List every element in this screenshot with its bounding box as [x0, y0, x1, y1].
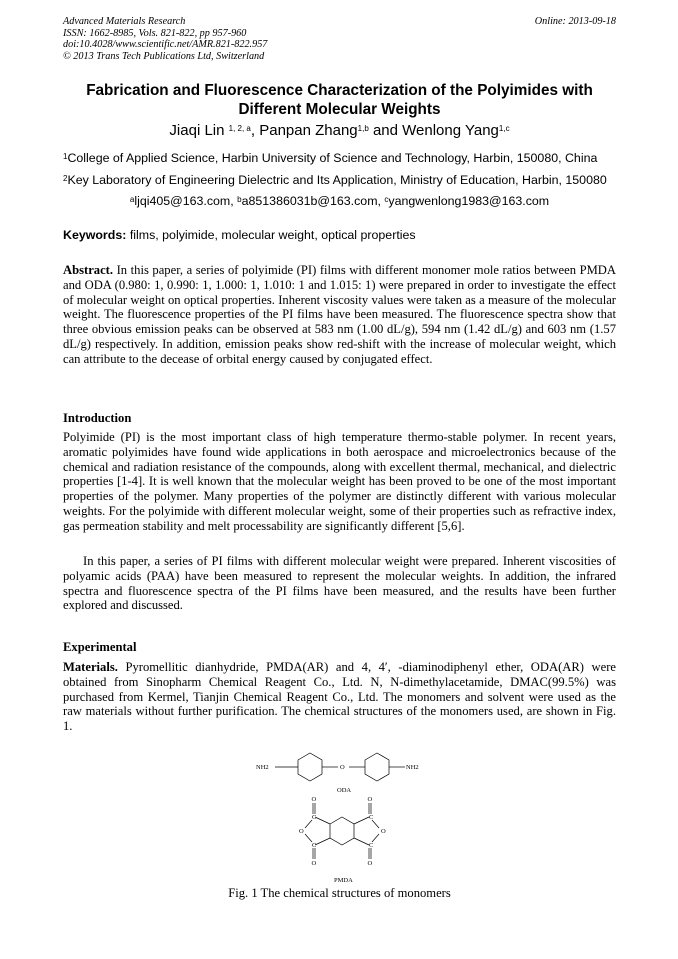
pmda-carbon: C	[312, 842, 317, 849]
intro-heading: Introduction	[63, 411, 132, 425]
monomer-structures-figure	[250, 742, 430, 887]
oda-right-amine: NH2	[406, 764, 419, 771]
oda-ether-oxygen: O	[340, 764, 345, 771]
abstract-text: In this paper, a series of polyimide (PI) films with different monomer mole ratios between PMDA and ODA (0.980: 1, 0.990: 1, 1.000: 1, 1.010: 1 and 1.015: 1) were prepared in order to investigate the effect of molecular weight on optical properties. Inherent viscosity values were taken as a measure of the molecular weight. The fluorescence properties of the PI films have been measured. The fluorescence spectra show that three obvious emission peaks can be observed at 583 nm (1.00 dL/g), 594 nm (1.42 dL/g) and 603 nm (1.57 dL/g) respectively. In addition, emission peaks show red-shift with the increase of molecular weight, which can attribute to the decease of orbital energy caused by conjugated effect.	[63, 263, 616, 366]
pmda-oxygen: O	[311, 796, 317, 803]
pmda-oxygen: O	[381, 828, 386, 835]
email-address: a851386031b@163.com,	[241, 194, 381, 208]
pmda-carbon: C	[312, 814, 317, 821]
affiliation-marker: 1	[63, 152, 68, 161]
pmda-benzene-ring	[330, 817, 354, 845]
materials-paragraph	[63, 660, 616, 734]
pmda-label: PMDA	[334, 877, 353, 884]
copyright-line: © 2013 Trans Tech Publications Ltd, Switzerland	[63, 50, 265, 62]
keywords-label: Keywords:	[63, 228, 127, 242]
oda-left-amine: NH2	[256, 764, 269, 771]
abstract-label: Abstract.	[63, 263, 114, 277]
author-superscript: 1,c	[498, 124, 510, 133]
pmda-bond	[315, 838, 330, 845]
paper-title	[63, 81, 616, 119]
author-list: Jiaqi Lin $^{1, 2, a}$, Panpan Zhang$^{1,b}$ and Wenlong Yang$^{1,c}$	[169, 122, 510, 139]
pmda-oxygen: O	[367, 860, 373, 867]
author-superscript: 1, 2, a	[228, 124, 251, 133]
author-emails	[63, 194, 616, 209]
journal-header	[63, 16, 616, 62]
keywords-text: films, polyimide, molecular weight, optical properties	[129, 228, 416, 242]
pmda-bond	[372, 834, 379, 842]
online-date: Online: 2013-09-18	[534, 16, 616, 27]
materials-label: Materials.	[63, 660, 118, 674]
affiliation-marker: 2	[63, 174, 68, 183]
pmda-carbon: C	[369, 814, 374, 821]
keywords	[63, 228, 616, 243]
pmda-bond	[305, 834, 312, 842]
oda-left-ring	[298, 753, 322, 781]
issn-line: ISSN: 1662-8985, Vols. 821-822, pp 957-960	[63, 27, 247, 39]
title-line-1: Fabrication and Fluorescence Characterization of the Polyimides with	[86, 82, 593, 99]
author-name: Wenlong Yang	[402, 122, 499, 139]
journal-name: Advanced Materials Research	[63, 16, 186, 27]
email-address: ljqi405@163.com,	[134, 194, 234, 208]
author-name: Jiaqi Lin	[169, 122, 225, 139]
intro-paragraph-2: In this paper, a series of PI films with different molecular weight were prepared. Inherent viscosities of polyamic acids (PAA) have been measured to represent the molecular weights. In addition, the infrared spectra and fluorescence spectra of the PI films have been measured, and the results have been further explored and discussed.	[63, 554, 616, 613]
pmda-bond	[315, 817, 330, 824]
pmda-oxygen: O	[311, 860, 317, 867]
abstract	[63, 263, 616, 367]
pmda-bond	[354, 838, 369, 845]
author-superscript: 1,b	[357, 124, 369, 133]
oda-label: ODA	[337, 787, 352, 794]
oda-right-ring	[365, 753, 389, 781]
affiliation-text: Key Laboratory of Engineering Dielectric and Its Application, Ministry of Education, Harbin, 150080	[67, 173, 607, 187]
figure-caption: Fig. 1 The chemical structures of monomers	[228, 886, 451, 900]
email-marker: c	[384, 195, 389, 204]
email-address: yangwenlong1983@163.com	[388, 194, 550, 208]
author-conjunction: and	[372, 122, 398, 139]
intro-paragraph-1: Polyimide (PI) is the most important class of high temperature thermo-stable polymer. In recent years, aromatic polyimides have found wide applications in both aerospace and microelectronics because of the chemical and radiation resistance of the compounds, along with excellent thermal, mechanical, and dielectric properties [1-4]. It is well known that the molecular weight has been proved to be one of the most important properties of the polymer. Many properties of the polymer are distinctly different with various molecular weights. For the polyimide with different molecular weight, some of their properties such as refractive index, gas permeation stability and melt processability are significantly different [5,6].	[63, 430, 616, 533]
pmda-bond	[354, 817, 369, 824]
pmda-carbon: C	[369, 842, 374, 849]
title-line-2: Different Molecular Weights	[238, 101, 441, 118]
affiliation-text: College of Applied Science, Harbin University of Science and Technology, Harbin, 150080, China	[67, 151, 598, 165]
pmda-oxygen: O	[367, 796, 373, 803]
pmda-structure	[305, 803, 379, 859]
email-marker: a	[129, 195, 135, 204]
affiliation-1	[63, 151, 616, 166]
pmda-bond	[305, 820, 312, 828]
affiliation-2	[63, 173, 616, 188]
doi-line: doi:10.4028/www.scientific.net/AMR.821-822.957	[63, 39, 268, 51]
pmda-oxygen: O	[299, 828, 304, 835]
experimental-heading: Experimental	[63, 640, 137, 654]
materials-text: Pyromellitic dianhydride, PMDA(AR) and 4, 4′, -diaminodiphenyl ether, ODA(AR) were obtained from Sinopharm Chemical Reagent Co., Ltd. N, N-dimethylacetamide, DMAC(99.5%) was purchased from Kermel, Tianjin Chemical Reagent Co., Ltd. The monomers and solvent were used as the raw materials without further purification. The chemical structures of the monomers used, are shown in Fig. 1.	[63, 660, 616, 734]
email-marker: b	[237, 195, 242, 204]
pmda-bond	[372, 820, 379, 828]
author-name: Panpan Zhang	[259, 122, 358, 139]
